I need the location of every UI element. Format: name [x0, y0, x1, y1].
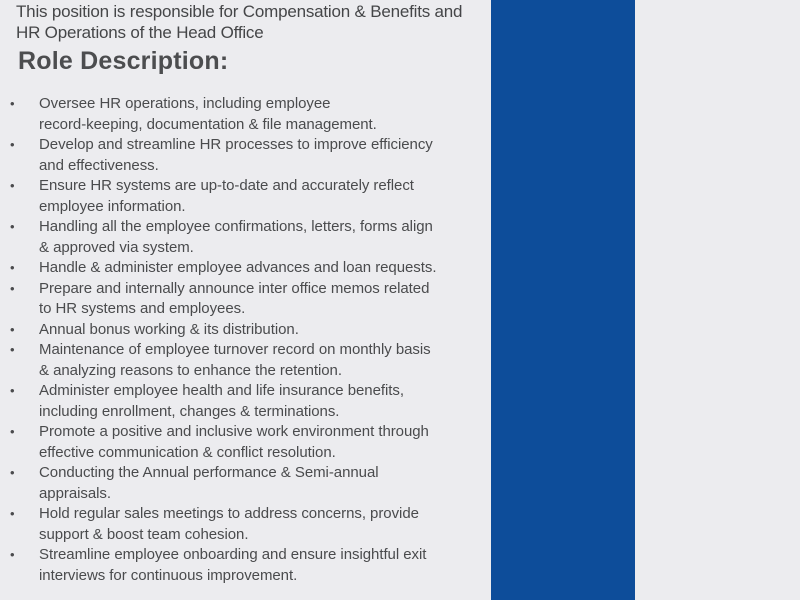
bullet-icon: • — [10, 342, 15, 357]
list-item — [10, 258, 488, 279]
list-item-line: Hold regular sales meetings to address concerns, provide — [39, 505, 419, 522]
list-item-line: Develop and streamline HR processes to improve efficiency — [39, 136, 433, 153]
bullet-icon: • — [10, 280, 15, 296]
list-item-line: interviews for continuous improvement. — [39, 566, 298, 584]
list-item-line: Promote a positive and inclusive work environment through — [39, 423, 429, 440]
list-item-line: Maintenance of employee turnover record on monthly basis — [39, 341, 431, 358]
list-item-line: and effectiveness. — [39, 156, 159, 174]
list-item — [10, 463, 488, 504]
list-item-line: including enrollment, changes & terminations. — [39, 402, 340, 420]
bullet-icon: • — [10, 321, 15, 337]
list-item — [10, 422, 488, 463]
blue-accent-panel — [491, 0, 635, 600]
list-item — [10, 545, 488, 586]
list-item-line: & analyzing reasons to enhance the retention. — [39, 361, 342, 379]
list-item-line: support & boost team cohesion. — [39, 525, 249, 543]
bullet-icon: • — [10, 506, 15, 521]
list-item — [10, 135, 488, 176]
list-item — [10, 381, 488, 422]
bullet-icon: • — [10, 465, 15, 480]
list-item — [10, 217, 488, 258]
list-item-line: appraisals. — [39, 484, 111, 502]
list-item-line: Handle & administer employee advances and loan requests. — [39, 259, 437, 276]
bullet-icon: • — [10, 219, 15, 234]
list-item — [10, 94, 488, 135]
role-description-heading: Role Description: — [18, 47, 229, 75]
list-item-line: Streamline employee onboarding and ensure insightful exit — [39, 546, 427, 563]
list-item-line: Annual bonus working & its distribution. — [39, 320, 299, 338]
list-item-line: Handling all the employee confirmations, letters, forms align — [39, 218, 433, 235]
list-item-line: Ensure HR systems are up-to-date and accurately reflect — [39, 177, 414, 194]
list-item-line: Prepare and internally announce inter office memos related — [39, 279, 430, 297]
list-item — [10, 320, 488, 341]
list-item — [10, 176, 488, 217]
bullet-icon: • — [10, 547, 15, 562]
list-item-line: & approved via system. — [39, 238, 194, 256]
list-item-line: employee information. — [39, 197, 186, 215]
intro-line-1: This position is responsible for Compensation & Benefits and — [16, 2, 463, 21]
list-item — [10, 504, 488, 545]
list-item — [10, 279, 488, 320]
intro-text — [16, 1, 491, 43]
bullet-icon: • — [10, 178, 15, 193]
bullet-icon: • — [10, 260, 15, 275]
right-blank-panel — [635, 0, 800, 600]
role-description-list — [10, 94, 488, 586]
list-item-line: Conducting the Annual performance & Semi-annual — [39, 464, 379, 481]
bullet-icon: • — [10, 383, 15, 398]
list-item-line: Oversee HR operations, including employee — [39, 95, 331, 112]
list-item — [10, 340, 488, 381]
bullet-icon: • — [10, 96, 15, 111]
intro-line-2: HR Operations of the Head Office — [16, 23, 264, 42]
list-item-line: record-keeping, documentation & file management. — [39, 115, 377, 133]
list-item-line: effective communication & conflict resolution. — [39, 443, 336, 461]
list-item-line: to HR systems and employees. — [39, 300, 246, 317]
list-item-line: Administer employee health and life insurance benefits, — [39, 382, 404, 399]
bullet-icon: • — [10, 137, 15, 152]
bullet-icon: • — [10, 424, 15, 439]
